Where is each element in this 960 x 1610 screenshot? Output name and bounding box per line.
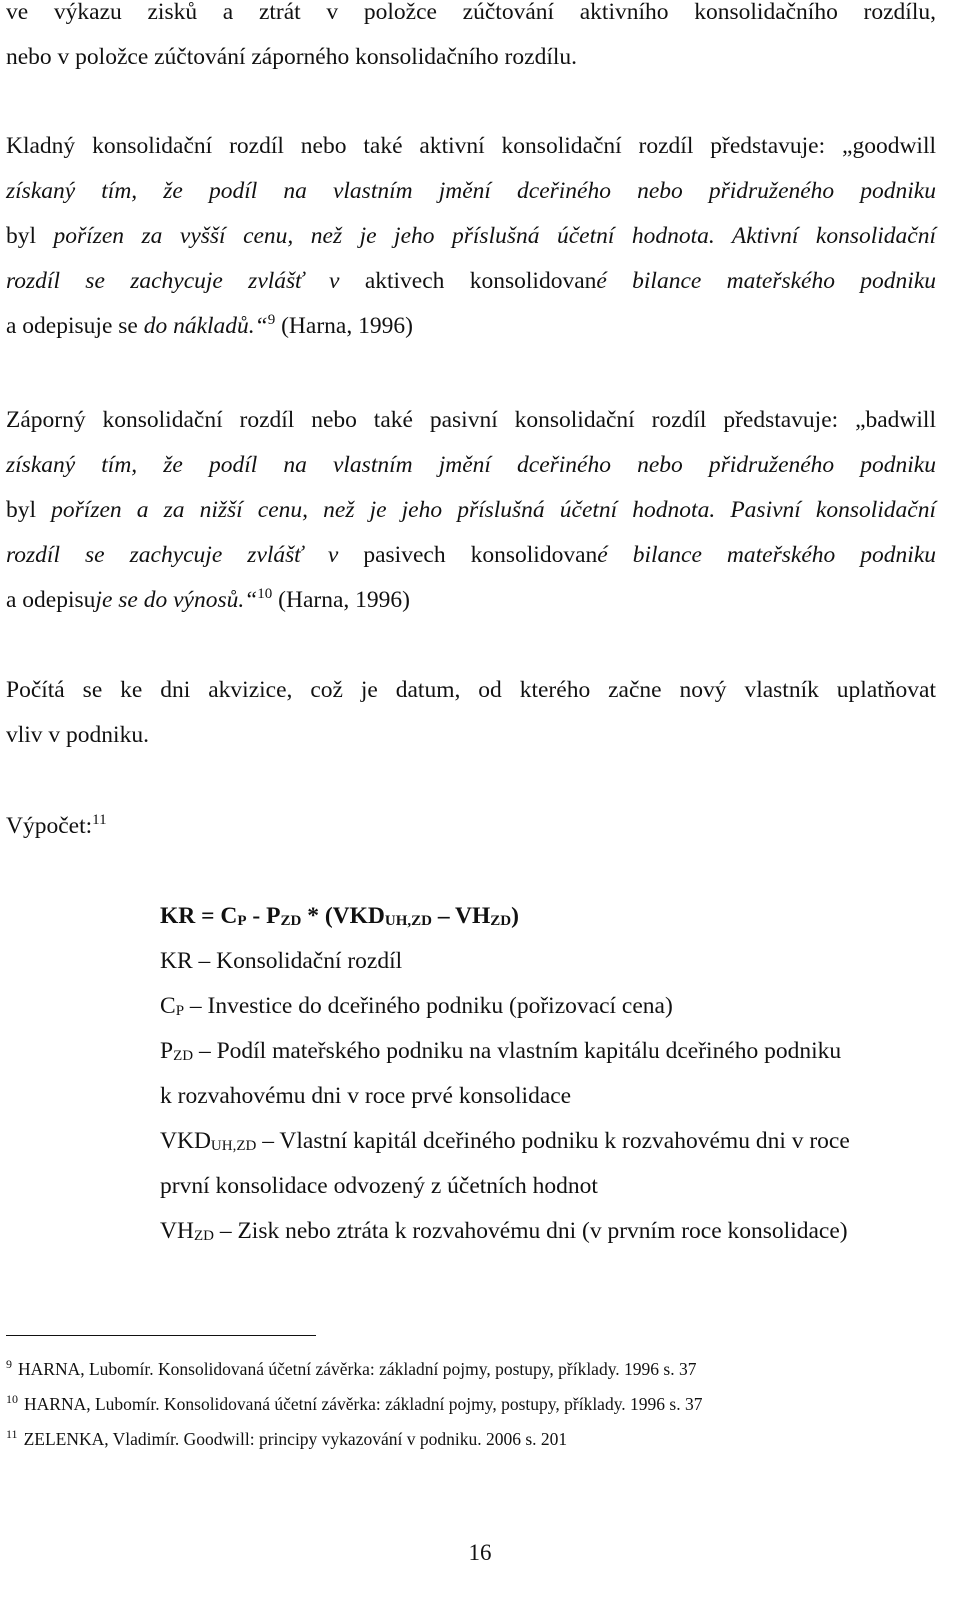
footnote-text: HARNA, Lubomír. Konsolidovaná účetní závěrka: základní pojmy, postupy, příklady. 1996 s. 37 (18, 1359, 697, 1379)
legend-symbol: VKD (160, 1128, 211, 1154)
text-line: Kladný konsolidační rozdíl nebo také aktivní konsolidační rozdíl představuje: „goodwill (6, 133, 936, 159)
calculation-label: Výpočet: (6, 813, 93, 839)
quote-span: je se do výnosů.“ (95, 587, 258, 613)
footnote-number: 9 (6, 1357, 12, 1371)
legend-symbol: VH (160, 1218, 194, 1244)
quote-span: é bilance mateřského podniku (596, 268, 936, 294)
legend-pzd (160, 1029, 935, 1074)
text-span: pasivech konsolidovan (363, 542, 598, 568)
calculation-heading (6, 804, 936, 849)
text-line (6, 488, 936, 533)
quote-span: rozdíl se zachycuje zvlášť v (6, 268, 365, 294)
formula-part: – VH (431, 903, 491, 929)
footnote-text: ZELENKA, Vladimír. Goodwill: principy vykazování v podniku. 2006 s. 201 (23, 1429, 568, 1449)
footnote (6, 1352, 697, 1381)
formula (160, 894, 935, 939)
text-span: byl (6, 223, 54, 249)
legend-pzd-cont: k rozvahovému dni v roce prvé konsolidace (160, 1083, 572, 1109)
footnote-ref[interactable]: 9 (267, 312, 276, 328)
text-span: aktivech konsolidovan (364, 268, 597, 294)
page-number: 16 (468, 1540, 492, 1565)
citation: (Harna, 1996) (278, 587, 410, 613)
footnote (6, 1422, 567, 1451)
legend-subscript: ZD (173, 1048, 194, 1064)
legend-vkd (160, 1119, 935, 1164)
footnote-number: 11 (6, 1427, 18, 1441)
legend-subscript: ZD (193, 1228, 214, 1244)
legend-subscript: P (175, 1003, 185, 1019)
legend-description: – Investice do dceřiného podniku (pořizovací cena) (184, 993, 673, 1019)
quote-span: pořízen a za nižší cenu, než je jeho příslušná účetní hodnota. Pasivní konsolidační (51, 497, 937, 523)
quote-span: é bilance mateřského podniku (597, 542, 936, 568)
text-line (6, 533, 936, 578)
text-line (6, 259, 936, 304)
formula-part: - P (246, 903, 281, 929)
legend-kr (160, 939, 935, 984)
legend-subscript: UH,ZD (210, 1138, 257, 1154)
legend-description: – Vlastní kapitál dceřiného podniku k rozvahovému dni v roce (256, 1128, 850, 1154)
paragraph-goodwill (6, 124, 936, 349)
footnote-ref[interactable]: 11 (92, 812, 107, 828)
quote-line: získaný tím, že podíl na vlastním jmění dceřiného nebo přidruženého podniku (6, 178, 936, 204)
formula-part: KR = C (160, 903, 238, 929)
text-line (6, 804, 936, 849)
footnote-number: 10 (6, 1392, 18, 1406)
text-line (6, 304, 936, 349)
paragraph-continuation (6, 0, 936, 80)
text-line: vliv v podniku. (6, 722, 149, 748)
legend-symbol: C (160, 993, 176, 1019)
quote-span: pořízen za vyšší cenu, než je jeho příslušná účetní hodnota. Aktivní konsolidační (53, 223, 936, 249)
text-span: byl (6, 497, 52, 523)
paragraph-acquisition (6, 668, 936, 758)
formula-part: * (VKD (301, 903, 385, 929)
text-line (6, 578, 936, 623)
text-line: Počítá se ke dni akvizice, což je datum, od kterého začne nový vlastník uplatňovat (6, 677, 936, 703)
text-span: a odepisu (6, 587, 96, 613)
text-line: Záporný konsolidační rozdíl nebo také pasivní konsolidační rozdíl představuje: „badwill (6, 407, 936, 433)
text-line: nebo v položce zúčtování záporného konsolidačního rozdílu. (6, 44, 577, 70)
text-line: ve výkazu zisků a ztrát v položce zúčtování aktivního konsolidačního rozdílu, (6, 0, 936, 25)
formula-subscript: ZD (490, 913, 512, 929)
legend-description: – Zisk nebo ztráta k rozvahovému dni (v prvním roce konsolidace) (213, 1218, 848, 1244)
legend-symbol: P (160, 1038, 174, 1064)
formula-part: ) (511, 903, 519, 929)
footnote-ref[interactable]: 10 (257, 586, 273, 602)
legend-cp (160, 984, 935, 1029)
quote-span: rozdíl se zachycuje zvlášť v (6, 542, 364, 568)
formula-block (160, 894, 935, 1254)
text-line (6, 214, 936, 259)
citation: (Harna, 1996) (281, 313, 413, 339)
formula-subscript: P (237, 913, 247, 929)
formula-subscript: UH,ZD (384, 913, 432, 929)
legend-description: – Podíl mateřského podniku na vlastním kapitálu dceřiného podniku (193, 1038, 842, 1064)
footnote-separator (6, 1335, 316, 1336)
footnote-text: HARNA, Lubomír. Konsolidovaná účetní závěrka: základní pojmy, postupy, příklady. 1996 s. 37 (24, 1394, 703, 1414)
paragraph-badwill (6, 398, 936, 623)
footnote (6, 1387, 703, 1416)
legend-vkd-cont: první konsolidace odvozený z účetních hodnot (160, 1173, 598, 1199)
legend-symbol: KR (160, 948, 193, 974)
quote-span: do nákladů.“ (143, 313, 268, 339)
legend-description: – Konsolidační rozdíl (192, 948, 403, 974)
formula-subscript: ZD (280, 913, 302, 929)
legend-vh (160, 1209, 935, 1254)
quote-line: získaný tím, že podíl na vlastním jmění dceřiného nebo přidruženého podniku (6, 452, 936, 478)
text-span: a odepisuje se (6, 313, 144, 339)
